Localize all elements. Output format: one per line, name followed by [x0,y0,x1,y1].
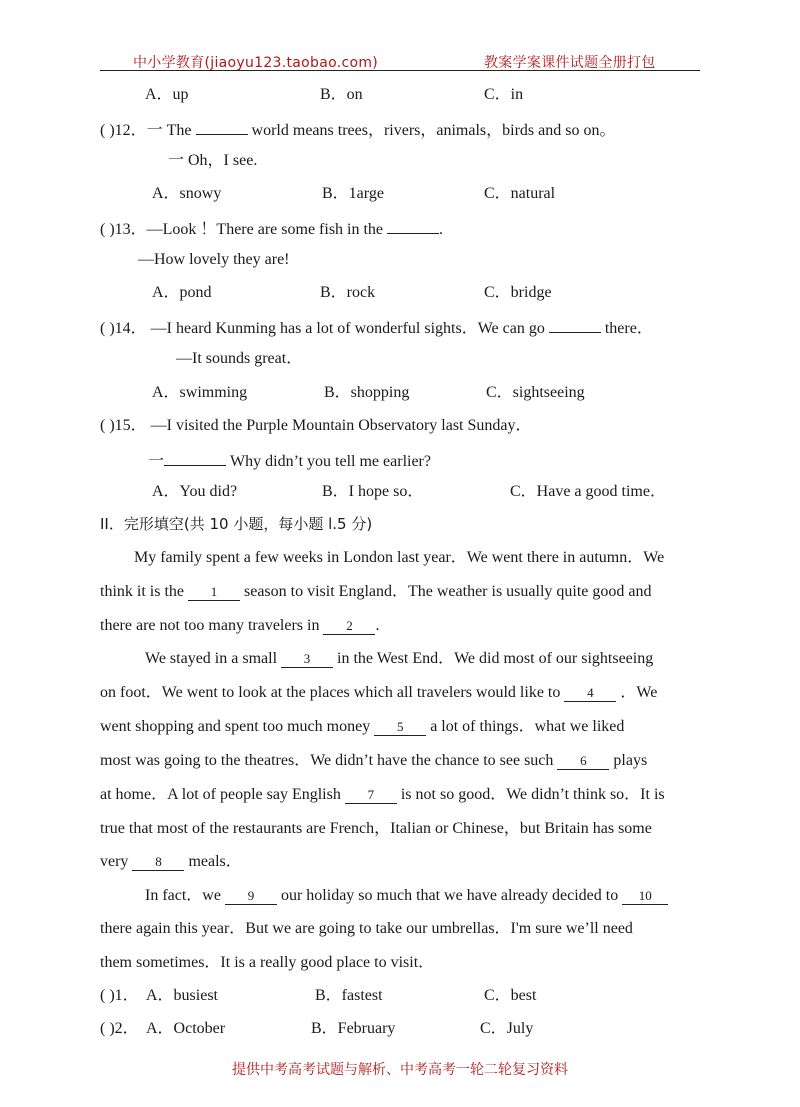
passage-line [145,886,668,906]
cloze-q1-number: ( )1． [100,987,139,1004]
passage-text: a lot of things．what we liked [430,718,625,735]
q12-stem-pre: ( )12．一 The [100,122,192,139]
q14-option-a: A．swimming [152,384,248,401]
passage-text: in the West End．We did most of our sightseeing [337,650,654,667]
passage-text: on foot．We went to look at the places which all travelers would like to [100,684,561,701]
passage-text: is not so good．We didn’t think so．It is [400,786,665,803]
q15-question: ( )15． —I visited the Purple Mountain Observatory last Sunday． [100,417,532,434]
q13-question [100,217,443,240]
q11-option-a: A．up [145,86,189,103]
cloze-q1-option-b: B．fastest [315,987,383,1004]
passage-text: at home．A lot of people say English [100,786,341,803]
header-right-text: 教案学案课件试题全册打包 [484,55,656,71]
q14-stem-pre: ( )14． —I heard Kunming has a lot of wonderful sights．We can go [100,320,545,337]
passage-line [100,683,657,703]
q15-option-c: C．Have a good time． [510,483,666,500]
cloze-blank-4: 4 [564,685,616,702]
q13-stem-post: . [439,221,444,238]
q14-option-c: C．sightseeing [486,384,585,401]
q15-response-dash: 一 [148,453,165,470]
passage-text: meals． [188,853,242,870]
cloze-blank-5: 5 [374,719,426,736]
passage-text: . [375,617,380,634]
q12-option-c: C．natural [484,185,556,202]
cloze-q2-option-a: A．October [146,1020,226,1037]
passage-text: In fact．we [145,887,221,904]
cloze-blank-1: 1 [188,584,240,601]
passage-text: very [100,853,129,870]
q15-blank [164,449,226,466]
cloze-q2-number: ( )2． [100,1020,139,1037]
passage-line [100,852,242,872]
passage-text: season to visit England．The weather is usually quite good and [244,583,652,600]
q15-response-text: Why didn’t you tell me earlier? [230,453,431,470]
q13-option-b: B．rock [320,284,376,301]
header-left-text: 中小学教育(jiaoyu123.taobao.com) [133,55,379,71]
q13-blank [387,217,439,234]
passage-text: ．We [620,684,658,701]
q12-option-a: A．snowy [152,185,222,202]
cloze-blank-10: 10 [622,888,668,905]
passage-line: My family spent a few weeks in London last year．We went there in autumn．We [134,549,665,566]
passage-line [100,582,651,602]
q13-response: —How lovely they are! [138,251,290,268]
passage-line [100,785,665,805]
q12-stem-post: world means trees，rivers，animals，birds and so on。 [251,122,616,139]
q14-response: —It sounds great． [176,350,303,367]
passage-text: plays [613,752,648,769]
passage-text: there are not too many travelers in [100,617,320,634]
passage-line: there again this year．But we are going to take our umbrellas．I'm sure we’ll need [100,920,633,937]
passage-line [100,751,647,771]
header-divider [100,70,700,71]
passage-line: them sometimes．It is a really good place to visit． [100,954,435,971]
q12-response: 一 Oh，I see. [168,152,258,169]
cloze-blank-8: 8 [132,854,184,871]
passage-text: We stayed in a small [145,650,278,667]
q13-option-a: A．pond [152,284,212,301]
q14-blank [549,316,601,333]
passage-text: think it is the [100,583,184,600]
q14-option-b: B．shopping [324,384,410,401]
q14-stem-post: there． [604,320,653,337]
section-title: II．完形填空(共 10 小题，每小题 l.5 分) [100,515,373,533]
cloze-blank-2: 2 [323,618,375,635]
q13-stem-pre: ( )13．—Look ！There are some fish in the [100,221,384,238]
passage-line: true that most of the restaurants are French，Italian or Chinese，but Britain has some [100,820,652,837]
cloze-blank-9: 9 [225,888,277,905]
q13-option-c: C．bridge [484,284,552,301]
cloze-blank-3: 3 [281,651,333,668]
passage-text: went shopping and spent too much money [100,718,371,735]
q14-question [100,316,653,339]
q15-option-a: A．You did? [152,483,238,500]
passage-text: our holiday so much that we have already decided to [280,887,619,904]
passage-line [145,649,653,669]
q11-option-b: B．on [320,86,363,103]
passage-line [100,616,379,636]
cloze-q2-option-b: B．February [311,1020,396,1037]
q15-response [148,449,431,472]
footer-text: 提供中考高考试题与解析、中考高考一轮二轮复习资料 [232,1062,568,1078]
cloze-q1-option-c: C．best [484,987,537,1004]
q12-blank [196,118,248,135]
q15-option-b: B．I hope so． [322,483,424,500]
q11-option-c: C．in [484,86,524,103]
cloze-q1-option-a: A．busiest [146,987,219,1004]
q12-option-b: B．1arge [322,185,384,202]
cloze-blank-7: 7 [345,787,397,804]
cloze-q2-option-c: C．July [480,1020,534,1037]
q12-question [100,118,615,141]
cloze-blank-6: 6 [557,753,609,770]
passage-text: most was going to the theatres．We didn’t have the chance to see such [100,752,554,769]
passage-line [100,717,624,737]
